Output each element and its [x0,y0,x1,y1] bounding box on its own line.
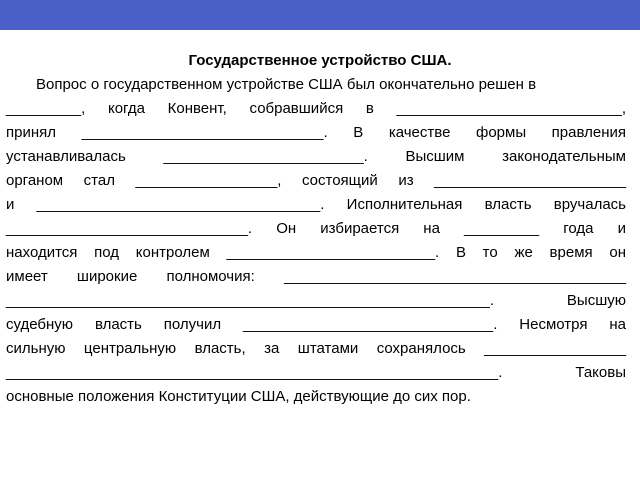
text-line-14: основные положения Конституции США, действующие до сих пор. [6,388,471,405]
text-line-2: _________, когда Конвент, собравшийся в ___________________________, [6,100,626,117]
text-line-3: принял _____________________________. В качестве формы правления [6,124,626,141]
text-line-9: имеет широкие полномочия: _________________________________________ [6,268,626,285]
text-line-4: устанавливалась ________________________. Высшим законодательным [6,148,626,165]
text-line-6: и __________________________________. Исполнительная власть вручалась [6,196,626,213]
text-line-11: судебную власть получил ______________________________. Несмотря на [6,316,626,333]
text-line-13: ___________________________________________________________. Таковы [6,364,626,381]
text-line-7: _____________________________. Он избирается на _________ года и [6,220,626,237]
text-line-12: сильную центральную власть, за штатами сохранялось _________________ [6,340,626,357]
text-line-5: органом стал _________________, состоящий из _______________________ [6,172,626,189]
text-line-8: находится под контролем _________________________. В то же время он [6,244,626,261]
text-line-1: Вопрос о государственном устройстве США был окончательно решен в [36,76,537,93]
slide-title: Государственное устройство США. [188,52,452,69]
text-line-10: __________________________________________________________. Высшую [6,292,626,309]
top-accent-bar [0,0,640,30]
